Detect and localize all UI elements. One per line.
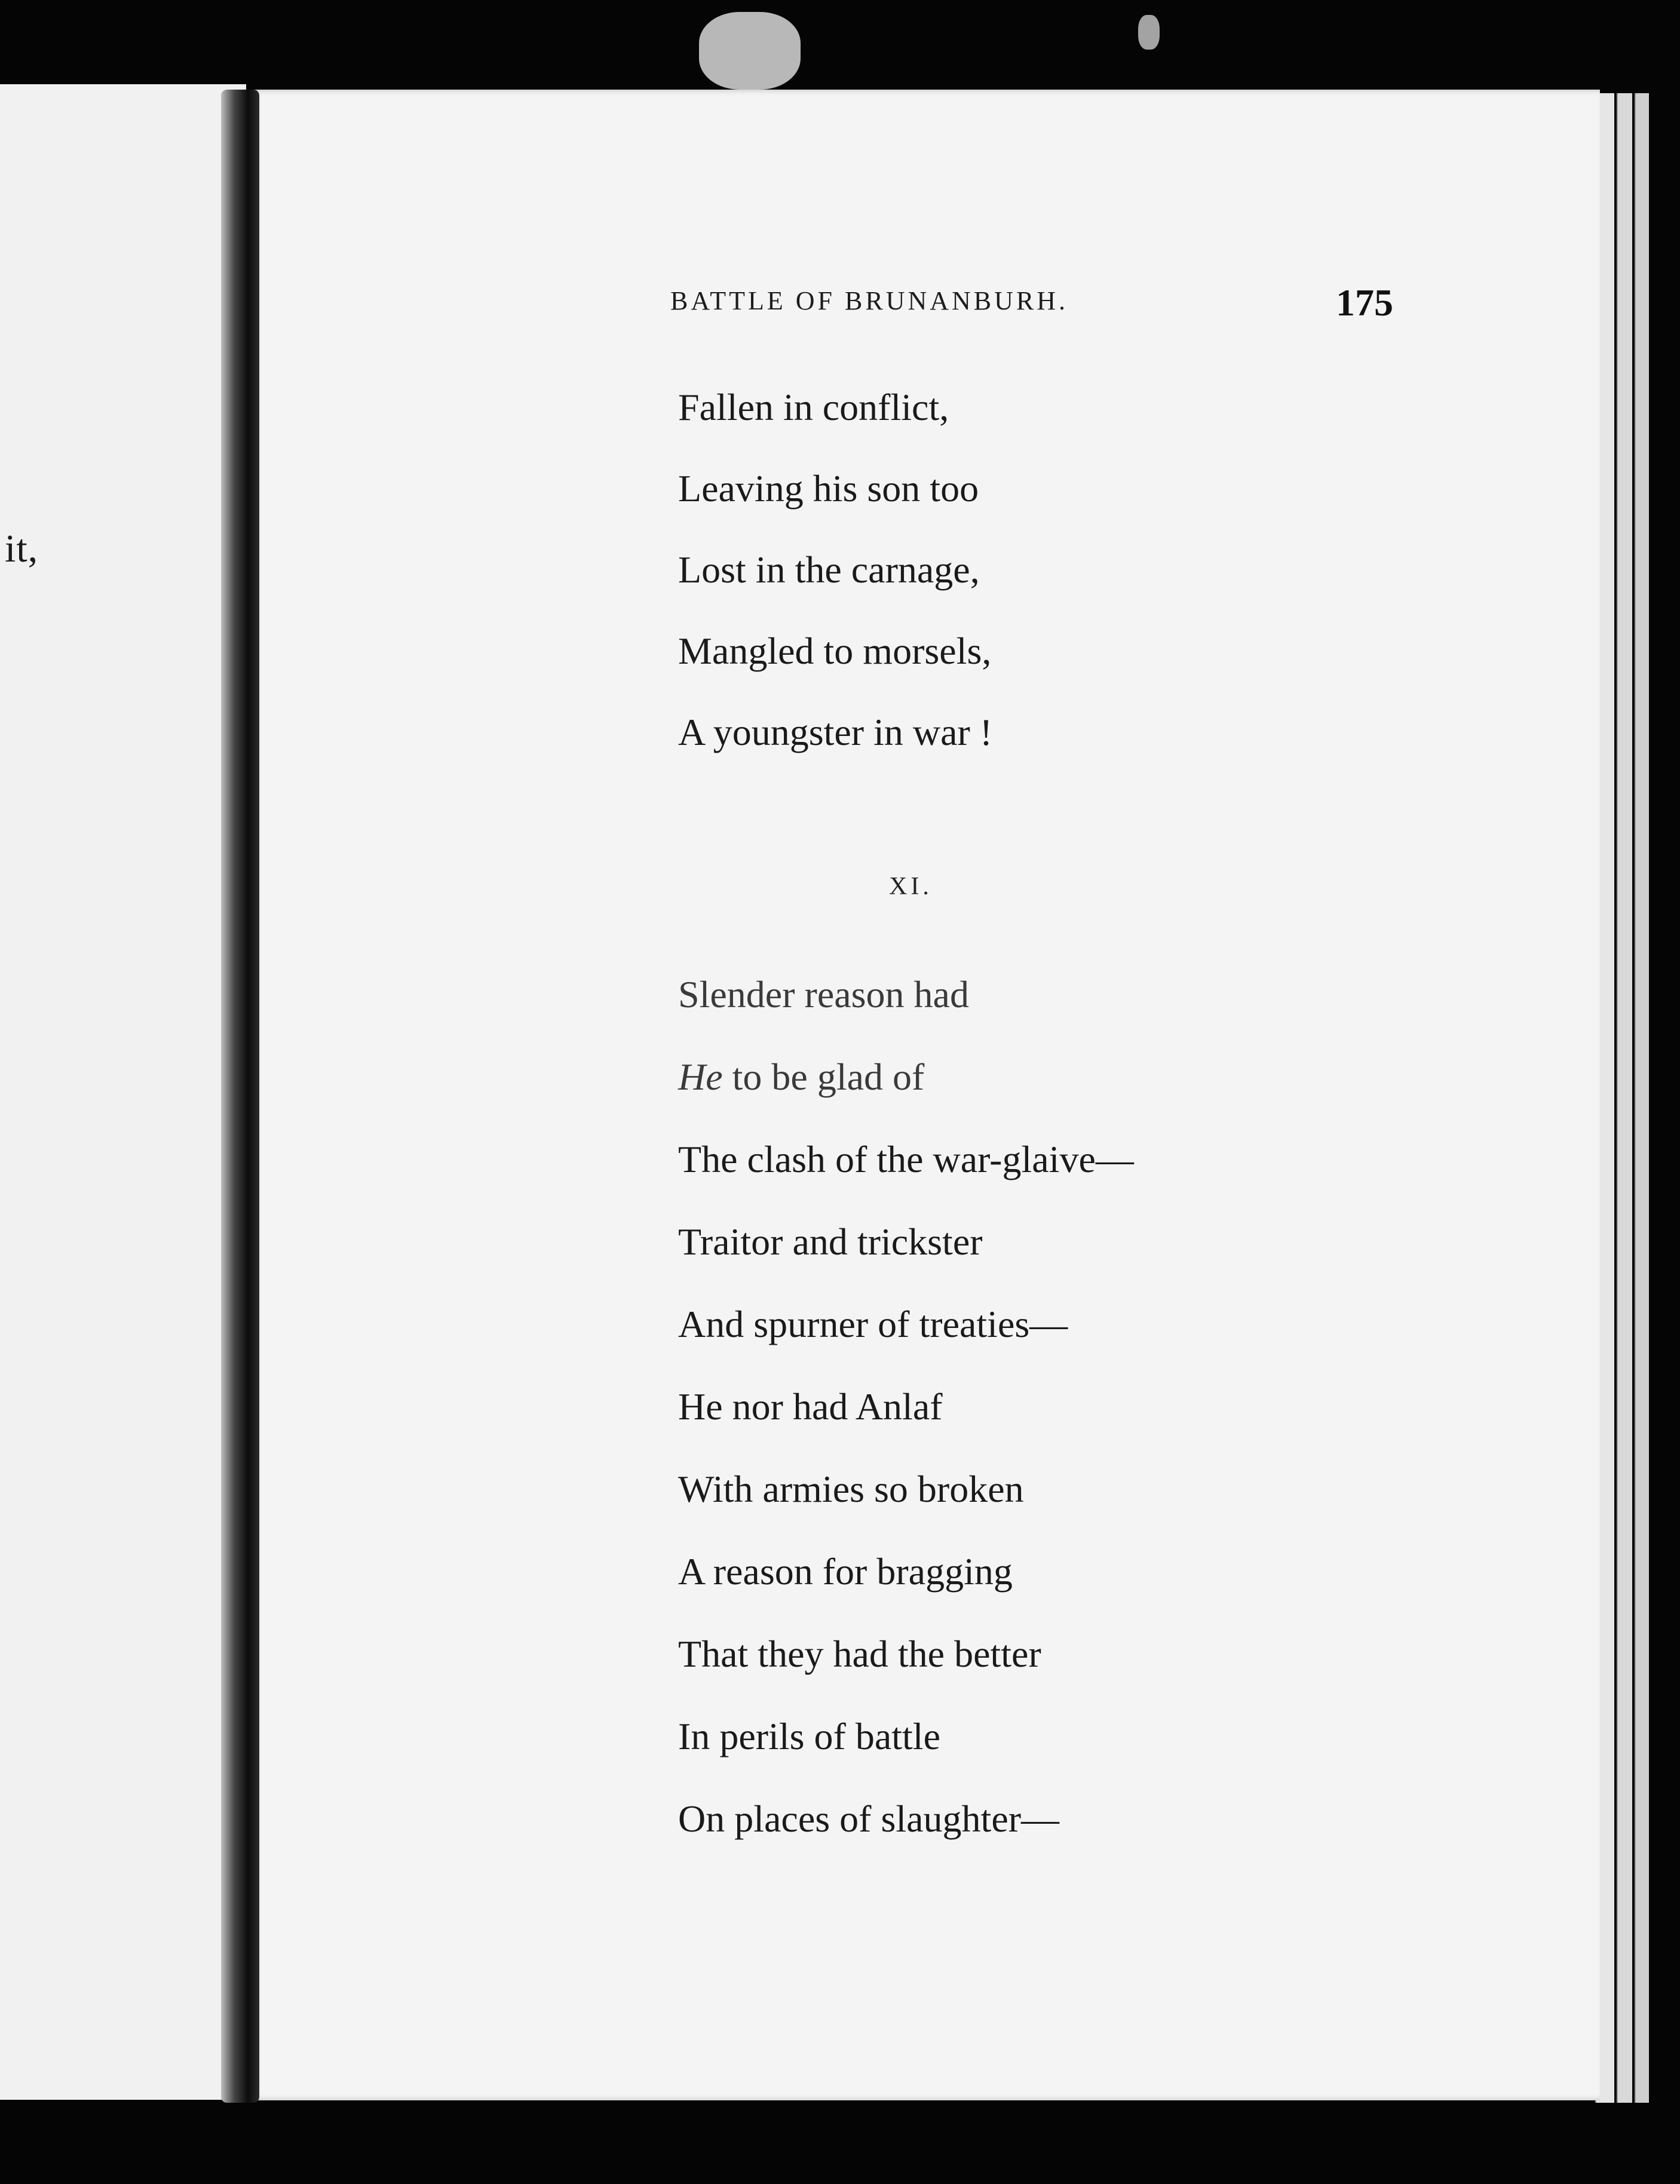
book-gutter	[221, 90, 259, 2103]
page-edge	[1635, 93, 1649, 2115]
previous-page-text-fragment: it,	[5, 527, 39, 570]
section-numeral: XI.	[889, 873, 933, 900]
verse-line: He nor had Anlaf	[678, 1385, 943, 1428]
verse-line: Lost in the carnage,	[678, 548, 980, 591]
verse-line: Slender reason had	[678, 973, 969, 1016]
verse-line-rest: to be glad of	[722, 1056, 925, 1098]
verse-line: In perils of battle	[678, 1715, 940, 1757]
running-head	[670, 281, 1393, 333]
stanza-before	[678, 378, 992, 784]
scan-speck	[699, 12, 801, 90]
verse-line: Mangled to morsels,	[678, 630, 992, 672]
page-edge	[1617, 93, 1632, 2115]
verse-line: Leaving his son too	[678, 467, 979, 510]
page-number: 175	[1336, 281, 1393, 324]
scan-border	[0, 2103, 1680, 2184]
verse-line: That they had the better	[678, 1633, 1041, 1675]
verse-line: A youngster in war !	[678, 711, 993, 753]
verse-line: The clash of the war-glaive—	[678, 1138, 1134, 1180]
verse-italic-word: He	[678, 1056, 723, 1098]
scan-speck	[1138, 15, 1160, 50]
verse-line: And spurner of treaties—	[678, 1303, 1068, 1345]
running-title: BATTLE OF BRUNANBURH.	[670, 286, 1069, 315]
verse-line: On places of slaughter—	[678, 1797, 1060, 1840]
verse-line: A reason for bragging	[678, 1550, 1013, 1593]
verse-line: Fallen in conflict,	[678, 386, 949, 428]
previous-page	[0, 84, 246, 2100]
stanza-xi	[678, 965, 1134, 1872]
verse-line: With armies so broken	[678, 1468, 1024, 1510]
verse-line	[678, 1047, 1134, 1130]
verse-line: Traitor and trickster	[678, 1220, 983, 1263]
